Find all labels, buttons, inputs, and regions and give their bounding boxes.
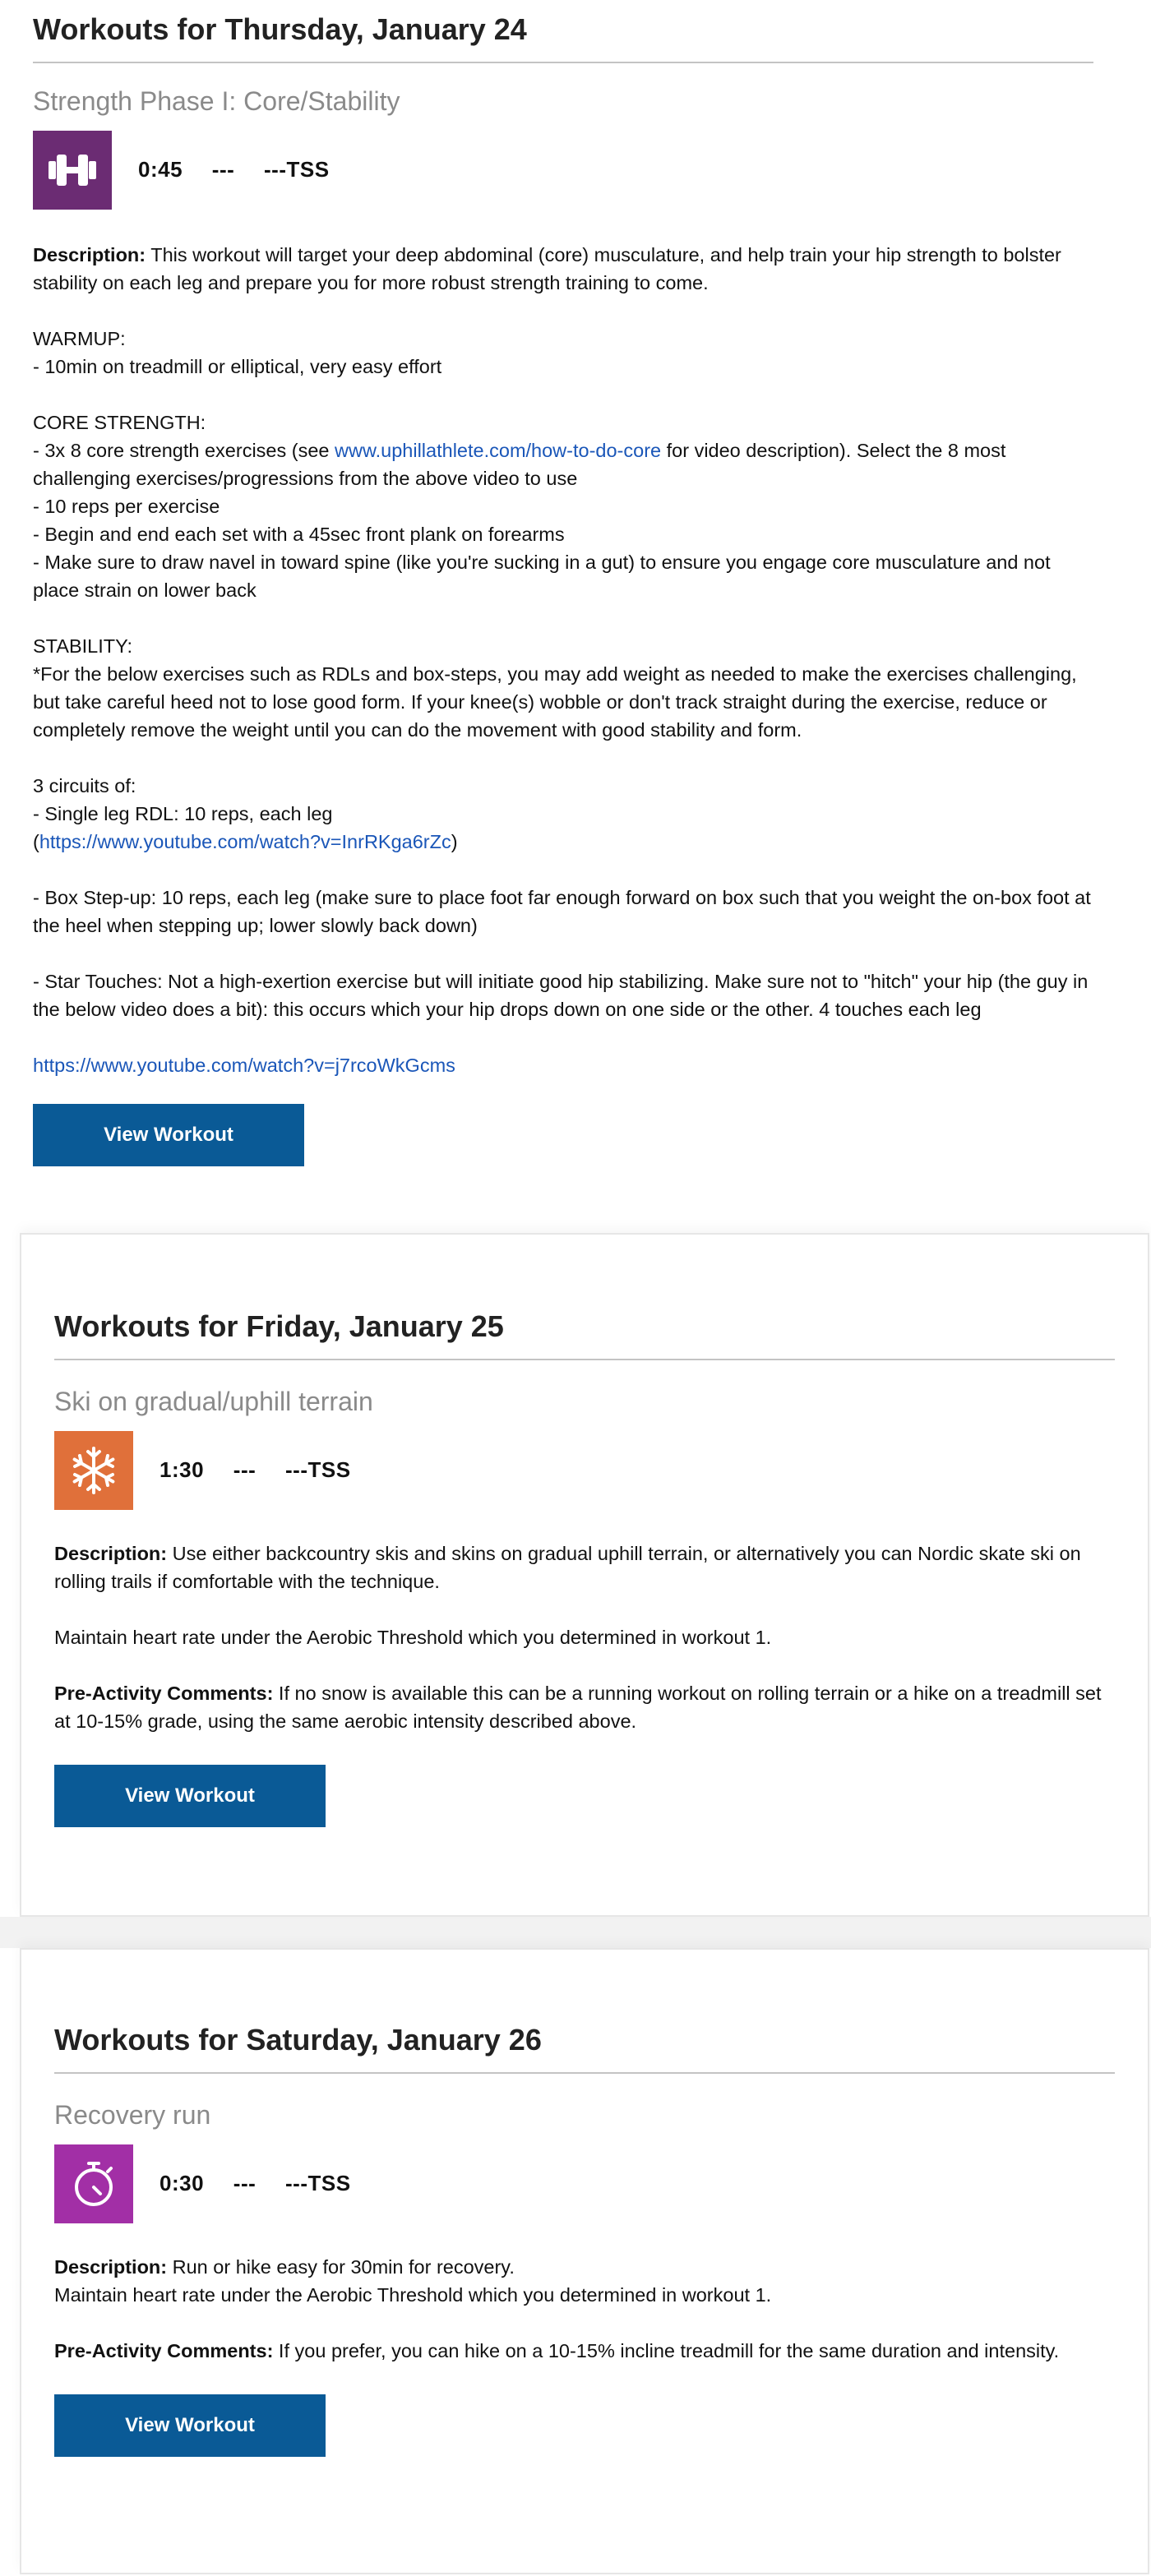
workout-title[interactable]: Ski on gradual/uphill terrain [54, 1387, 373, 1417]
tss: ---TSS [285, 2171, 351, 2196]
rdl-video-link[interactable]: https://www.youtube.com/watch?v=InrRKga6rZc [39, 830, 451, 852]
snowflake-icon [67, 1443, 121, 1498]
card-separator [0, 1917, 1151, 1948]
day-title: Workouts for Thursday, January 24 [33, 12, 527, 46]
core-heading: CORE STRENGTH: [33, 411, 206, 433]
day-card-saturday [20, 1948, 1149, 2574]
divider [54, 2072, 1115, 2074]
heart-rate-note: Maintain heart rate under the Aerobic Threshold which you determined in workout 1. [54, 1626, 772, 1648]
duration: 1:30 [159, 1457, 205, 1483]
view-workout-button[interactable]: View Workout [54, 2394, 326, 2457]
workout-title[interactable]: Strength Phase I: Core/Stability [33, 86, 400, 117]
workout-stats [159, 2171, 374, 2196]
pre-activity-comments: Pre-Activity Comments: If no snow is available this can be a running workout on rolling terrain or a hike on a treadmill set at 10-15% grade, using the same aerobic intensity described above. [54, 1682, 1102, 1732]
day-card-friday [20, 1233, 1149, 1917]
description-label: Description: [54, 1542, 168, 1564]
description-paragraph: Description: Run or hike easy for 30min for recovery. [54, 2255, 515, 2278]
boxstep-line: - Box Step-up: 10 reps, each leg (make sure to place foot far enough forward on box such that you weight the on-box foot at the heel when stepping up; lower slowly back down) [33, 886, 1091, 936]
workout-type-badge [33, 131, 112, 210]
star-video-link[interactable]: https://www.youtube.com/watch?v=j7rcoWkGcms [33, 1054, 455, 1076]
pre-activity-comments: Pre-Activity Comments: If you prefer, you can hike on a 10-15% incline treadmill for the same duration and intensity. [54, 2339, 1060, 2361]
stability-text: *For the below exercises such as RDLs and box-steps, you may add weight as needed to make the exercises challenging, but take careful heed not to lose good form. If your knee(s) wobble or don't track straight during the exercise, reduce or completely remove the weight until you can do the movement with good stability and form. [33, 662, 1077, 741]
core-line-1: - 3x 8 core strength exercises (see www.uphillathlete.com/how-to-do-core for video description). Select the 8 most challenging exercises/progressions from the above video to use [33, 439, 1006, 489]
workout-type-badge [54, 2144, 133, 2223]
core-line-2: - 10 reps per exercise [33, 495, 220, 517]
stopwatch-icon [67, 2157, 121, 2211]
duration: 0:45 [138, 157, 183, 182]
dumbbell-icon [45, 143, 99, 197]
description-label: Description: [33, 243, 146, 265]
workout-description [54, 2253, 1115, 2365]
workout-meta [54, 1431, 1115, 1510]
star-line: - Star Touches: Not a high-exertion exercise but will initiate good hip stabilizing. Make sure not to "hitch" your hip (the guy in the below video does a bit): this occurs which your hip drops down on one side or the other. 4 touches each leg [33, 970, 1089, 1020]
day-title: Workouts for Saturday, January 26 [54, 2023, 542, 2057]
divider [33, 62, 1093, 63]
description-paragraph: Description: Use either backcountry skis and skins on gradual uphill terrain, or alternatively you can Nordic skate ski on rolling trails if comfortable with the technique. [54, 1542, 1081, 1592]
view-workout-button[interactable]: View Workout [54, 1765, 326, 1827]
tss: ---TSS [285, 1457, 351, 1483]
day-title: Workouts for Friday, January 25 [54, 1309, 504, 1343]
comments-label: Pre-Activity Comments: [54, 2339, 274, 2361]
day-card-thursday [0, 0, 1151, 1241]
workout-type-badge [54, 1431, 133, 1510]
workout-description [54, 1540, 1115, 1735]
star-link-line [33, 1051, 1093, 1079]
workout-stats [138, 157, 353, 182]
workout-meta [33, 131, 1093, 210]
core-video-link[interactable]: www.uphillathlete.com/how-to-do-core [335, 439, 662, 461]
description-paragraph: Description: This workout will target your deep abdominal (core) musculature, and help train your hip strength to bolster stability on each leg and prepare you for more robust strength training to come. [33, 243, 1061, 293]
stability-heading: STABILITY: [33, 635, 133, 657]
distance: --- [233, 1457, 257, 1483]
rdl-link-line: (https://www.youtube.com/watch?v=InrRKga6rZc) [33, 830, 458, 852]
workout-title[interactable]: Recovery run [54, 2100, 211, 2131]
tss: ---TSS [264, 157, 330, 182]
distance: --- [233, 2171, 257, 2196]
divider [54, 1359, 1115, 1360]
duration: 0:30 [159, 2171, 205, 2196]
description-label: Description: [54, 2255, 168, 2278]
workout-stats [159, 1457, 374, 1483]
comments-label: Pre-Activity Comments: [54, 1682, 274, 1704]
distance: --- [211, 157, 235, 182]
warmup-line: - 10min on treadmill or elliptical, very easy effort [33, 355, 442, 377]
rdl-line: - Single leg RDL: 10 reps, each leg [33, 802, 333, 824]
heart-rate-note: Maintain heart rate under the Aerobic Threshold which you determined in workout 1. [54, 2283, 772, 2306]
core-line-3: - Begin and end each set with a 45sec front plank on forearms [33, 523, 565, 545]
view-workout-button[interactable]: View Workout [33, 1104, 304, 1166]
core-line-4: - Make sure to draw navel in toward spine (like you're sucking in a gut) to ensure you engage core musculature and not place strain on lower back [33, 551, 1051, 601]
workout-description [33, 241, 1093, 1079]
workout-meta [54, 2144, 1115, 2223]
warmup-heading: WARMUP: [33, 327, 126, 349]
circuits-heading: 3 circuits of: [33, 774, 136, 796]
